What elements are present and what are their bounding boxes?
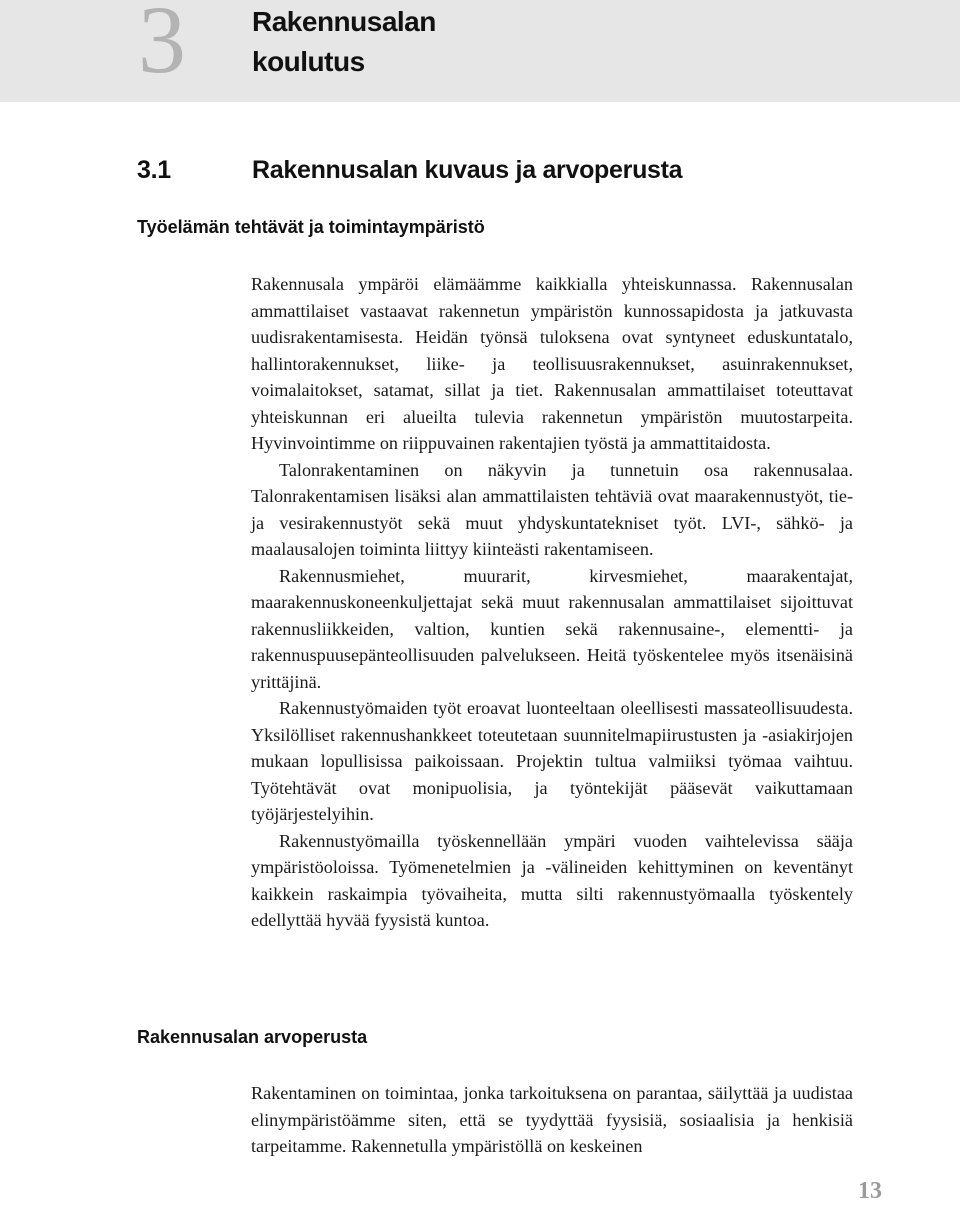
paragraph: Rakennustyömailla työskennellään ympäri vuoden vaihtelevissa sääja ympäristöoloissa. Työmenetelmien ja -välineiden kehittyminen on keventänyt kaikkein raskaimpia työvaiheita, mutta silti rakennustyömaalla työskentely edellyttää hyvää fyysistä kuntoa.	[251, 830, 853, 930]
paragraph: Rakentaminen on toimintaa, jonka tarkoituksena on parantaa, säilyttää ja uudistaa elinympäristöämme siten, että se tyydyttää fyysisiä, sosiaalisia ja henkisiä tarpeitamme. Rakennetulla ympäristöllä on keskeinen	[251, 1083, 853, 1156]
subsection-heading-1: Työelämän tehtävät ja toimintaympäristö	[137, 217, 485, 237]
section-heading	[137, 154, 682, 186]
paragraph: Rakennustyömaiden työt eroavat luonteeltaan oleellisesti massateollisuudesta. Yksilölliset rakennushankkeet toteutetaan suunnitelmapiirustusten ja -asiakirjojen mukaan lopullisissa paikoissaan. Projektin tultua valmiiksi työmaa vaihtuu. Työtehtävät ovat monipuolisia, ja työntekijät pääsevät vaikuttamaan työjärjestelyihin.	[251, 698, 853, 824]
chapter-number: 3	[138, 0, 186, 93]
chapter-header-band	[0, 0, 960, 102]
section-number: 3.1	[137, 156, 171, 184]
subsection-heading-2: Rakennusalan arvoperusta	[137, 1027, 368, 1047]
chapter-title	[252, 2, 436, 82]
page-number: 13	[858, 1178, 882, 1204]
paragraph: Rakennusmiehet, muurarit, kirvesmiehet, maarakentajat, maarakennuskoneenkuljettajat sekä muut rakennusalan ammattilaiset sijoittuvat rakennusliikkeiden, valtion, kuntien sekä rakennusaine-, elementti- ja rakennuspuusepänteollisuuden palvelukseen. Heitä työskentelee myös itsenäisinä yrittäjinä.	[251, 565, 853, 692]
section-title: Rakennusalan kuvaus ja arvoperusta	[252, 156, 683, 184]
paragraph: Talonrakentaminen on näkyvin ja tunnetuin osa rakennusalaa. Talonrakentamisen lisäksi alan ammattilaisten tehtäviä ovat maarakennustyöt, tie- ja vesirakennustyöt sekä muut yhdyskuntatekniset työt. LVI-, sähkö- ja maalausalojen toiminta liittyy kiinteästi rakentamiseen.	[251, 459, 853, 559]
chapter-title-line2: koulutus	[252, 46, 365, 77]
subsection-1-body	[251, 271, 853, 934]
chapter-title-line1: Rakennusalan	[252, 6, 436, 37]
paragraph: Rakennusala ympäröi elämäämme kaikkialla yhteiskunnassa. Rakennusalan ammattilaiset vastaavat rakennetun ympäristön kunnossapidosta ja jatkuvasta uudisrakentamisesta. Heidän työnsä tuloksena ovat syntyneet eduskuntatalo, hallintorakennukset, liike- ja teollisuusrakennukset, asuinrakennukset, voimalaitokset, satamat, sillat ja tiet. Rakennusalan ammattilaiset toteuttavat yhteiskunnan eri alueilta tulevia rakennetun ympäristön muutostarpeita. Hyvinvointimme on riippuvainen rakentajien työstä ja ammattitaidosta.	[251, 274, 853, 453]
subsection-2-body	[251, 1080, 853, 1160]
